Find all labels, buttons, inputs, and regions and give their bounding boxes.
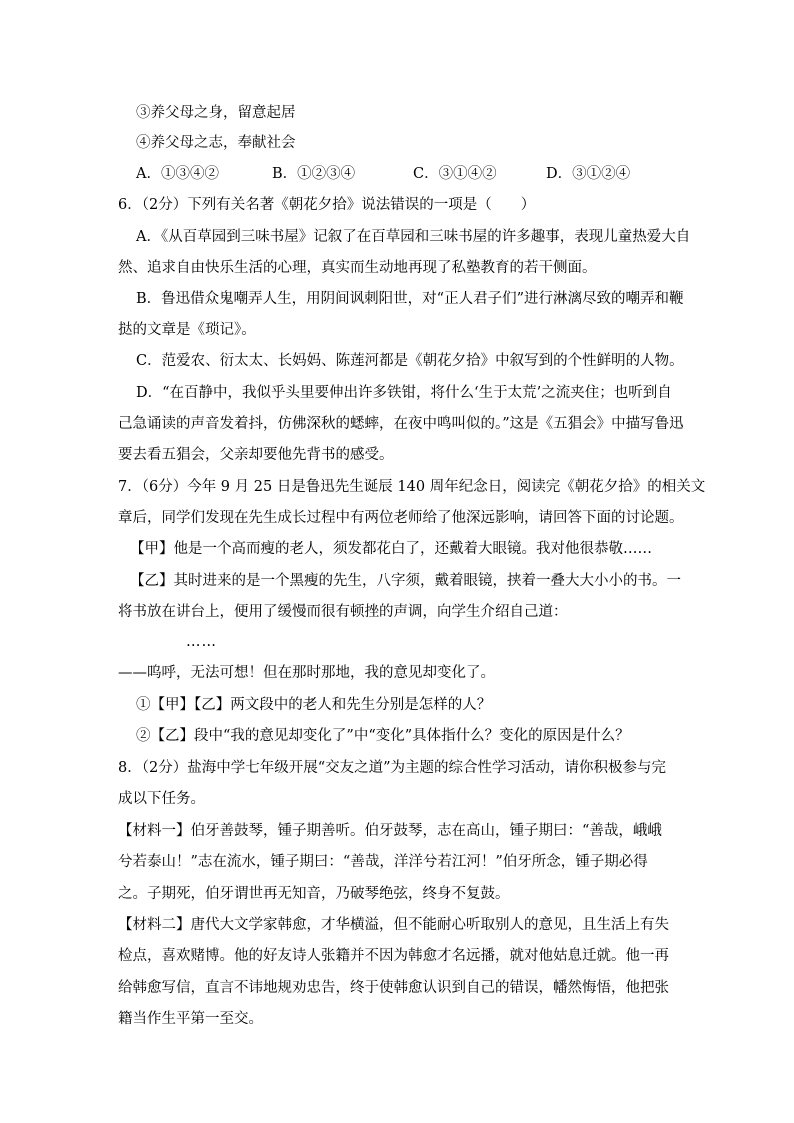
q6-option-a-line2: 然、追求自由快乐生活的心理，真实而生动地再现了私塾教育的若干侧面。 (118, 260, 597, 276)
q8-material2-line3: 给韩愈写信，直言不讳地规劝忠告，终于使韩愈认识到自己的错误，幡然悔悟，他把张 (118, 980, 669, 996)
q7-passage-yi-line1: 【乙】其时进来的是一个黑瘦的先生，八字须，戴着眼镜，挟着一叠大大小小的书。一 (130, 573, 681, 589)
q6-option-b-line2: 挞的文章是《琐记》。 (118, 322, 256, 338)
q8-material1-line1: 【材料一】伯牙善鼓琴，锺子期善听。伯牙鼓琴，志在高山，锺子期曰：“善哉，峨峨 (118, 823, 662, 839)
q6-option-d-line3: 要去看五猖会，父亲却要他先背书的感受。 (118, 447, 394, 463)
q8-material2-line4: 籍当作生平第一至交。 (118, 1011, 263, 1027)
q8-material2-line1: 【材料二】唐代大文学家韩愈，才华横溢，但不能耐心听取别人的意见，且生活上有失 (118, 917, 669, 933)
q5-choice-d: D．③①②④ (546, 166, 631, 182)
q6-option-c-line1: C．范爱农、衍太太、长妈妈、陈莲河都是《朝花夕拾》中叙写到的个性鲜明的人物。 (136, 353, 684, 369)
q6-stem: 6．（2分）下列有关名著《朝花夕拾》说法错误的一项是（ ） (118, 197, 536, 213)
q7-stem-line2: 章后，同学们发现在先生成长过程中有两位老师给了他深远影响，请回答下面的讨论题。 (118, 510, 684, 526)
q8-material1-line2: 兮若泰山！”志在流水，锺子期曰：“善哉，洋洋兮若江河！”伯牙所念，锺子期必得 (118, 854, 648, 870)
q7-ellipsis: …… (186, 634, 217, 650)
q7-subquestion-2: ②【乙】段中“我的意见却变化了”中“变化”具体指什么？变化的原因是什么？ (136, 728, 630, 744)
q6-option-d-line2: 己急诵读的声音发着抖，仿佛深秋的蟋蟀，在夜中鸣叫似的。”这是《五猖会》中描写鲁迅 (118, 416, 684, 432)
q8-material2-line2: 检点，喜欢赌博。他的好友诗人张籍并不因为韩愈才名远播，就对他姑息迁就。他一再 (118, 948, 669, 964)
q6-option-a-line1: A．《从百草园到三味书屋》记叙了在百草园和三味书屋的许多趣事，表现儿童热爱大自 (136, 229, 691, 245)
q8-stem-line2: 成以下任务。 (118, 791, 205, 807)
q5-choice-c: C．③①④② (413, 166, 497, 182)
q7-stem-line1: 7．（6分）今年 9 月 25 日是鲁迅先生诞辰 140 周年纪念日，阅读完《朝花夕拾》的相关文 (118, 479, 706, 495)
q5-choice-b: B．①②③④ (272, 166, 356, 182)
q6-option-d-line1: D．“在百静中，我似乎头里要伸出许多铁钳，将什么‘生于太荒’之流夹住；也听到自 (136, 385, 672, 401)
q5-choice-a: A．①③④② (136, 166, 219, 182)
q8-stem-line1: 8．（2分）盐海中学七年级开展“交友之道”为主题的综合性学习活动，请你积极参与完 (118, 760, 667, 776)
q5-option-3: ③养父母之身，留意起居 (136, 105, 296, 121)
q7-subquestion-1: ①【甲】【乙】两文段中的老人和先生分别是怎样的人？ (136, 697, 492, 713)
q7-passage-jia: 【甲】他是一个高而瘦的老人，须发都花白了，还戴着大眼镜。我对他很恭敬…… (130, 541, 652, 557)
q7-quote: ——呜呼，无法可想！但在那时那地，我的意见却变化了。 (118, 665, 495, 681)
q7-passage-yi-line2: 将书放在讲台上，便用了缓慢而很有顿挫的声调，向学生介绍自己道： (118, 604, 568, 620)
q6-option-b-line1: B．鲁迅借众鬼嘲弄人生，用阴间讽刺阳世，对“正人君子们”进行淋漓尽致的嘲弄和鞭 (136, 291, 684, 307)
q5-option-4: ④养父母之志，奉献社会 (136, 135, 296, 151)
q8-material1-line3: 之。子期死，伯牙谓世再无知音，乃破琴绝弦，终身不复鼓。 (118, 886, 510, 902)
